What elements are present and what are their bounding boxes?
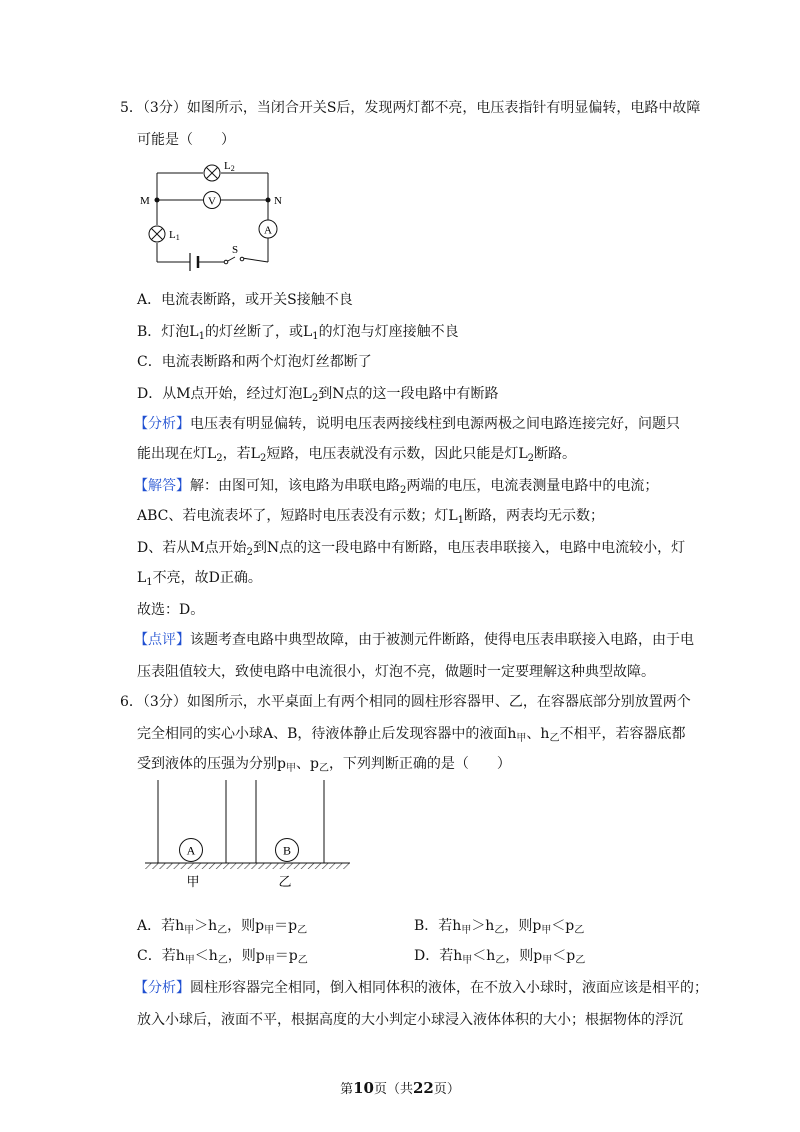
q5-circuit-diagram xyxy=(138,150,288,279)
q5-stem-line2: 可能是（ ） xyxy=(137,132,235,148)
q6-option-d: D．若$h_甲<h_乙$，则$p_甲<p_乙$ xyxy=(414,948,586,966)
q6-stem-line1: 6．（3分）如图所示，水平桌面上有两个相同的圆柱形容器甲、乙，在容器底部分别放置两个 xyxy=(120,694,691,710)
q5-answer-line1: 【解答】解：由图可知，该电路为串联电路$_2$两端的电压，电流表测量电路中的电流； xyxy=(134,478,659,496)
q5-choose: 故选：D。 xyxy=(137,602,205,618)
q5-comment-line1: 【点评】该题考查电路中典型故障，由于被测元件断路，使得电压表串联接入电路，由于电 xyxy=(134,632,694,648)
ball-a-label: A xyxy=(186,843,196,858)
label-s: S xyxy=(232,244,239,256)
lamp-l2-icon xyxy=(204,165,220,181)
q6-analysis-line2: 放入小球后，液面不平，根据高度的大小判定小球浸入液体体积的大小；根据物体的浮沉 xyxy=(137,1012,683,1028)
label-yi: 乙 xyxy=(278,874,292,889)
page-footer: 第10页（共22页） xyxy=(340,1079,460,1097)
q5-comment-line2: 压表阻值较大，致使电路中电流很小，灯泡不亮，做题时一定要理解这种典型故障。 xyxy=(137,664,655,680)
q6-stem-line2: 完全相同的实心小球A、B，待液体静止后发现容器中的液面$h_甲$、$h_乙$不相平，若容器底都 xyxy=(137,726,686,744)
q6-analysis-line1: 【分析】圆柱形容器完全相同，倒入相同体积的液体，在不放入小球时，液面应该是相平的； xyxy=(134,980,708,996)
lamp-l1-icon xyxy=(149,226,165,242)
answer-tag: 【解答】 xyxy=(134,478,190,494)
analysis-tag: 【分析】 xyxy=(134,980,190,996)
label-l1: L1 xyxy=(169,229,180,242)
ammeter-label: A xyxy=(264,224,272,237)
label-n: N xyxy=(274,195,282,207)
q6-option-b: B．若$h_甲>h_乙$，则$p_甲<p_乙$ xyxy=(414,918,585,936)
q5-answer-line3: D、若从M点开始$_2$到N点的这一段电路中有断路，电压表串联接入，电路中电流较小，灯 xyxy=(137,540,686,558)
q6-container-diagram xyxy=(140,775,360,894)
q6-option-c: C．若$h_甲<h_乙$，则$p_甲=p_乙$ xyxy=(137,948,308,966)
q5-option-d: D．从M点开始，经过灯泡$L_2$到N点的这一段电路中有断路 xyxy=(137,386,499,404)
q5-option-a: A．电流表断路，或开关S接触不良 xyxy=(137,292,353,308)
table-surface xyxy=(145,863,350,869)
label-l2: L2 xyxy=(224,160,235,173)
analysis-tag: 【分析】 xyxy=(134,416,190,432)
comment-tag: 【点评】 xyxy=(134,632,190,648)
label-m: M xyxy=(140,195,150,207)
junction-n-icon xyxy=(266,198,271,203)
q5-analysis-line1: 【分析】电压表有明显偏转，说明电压表两接线柱到电源两极之间电路连接完好，问题只 xyxy=(134,416,680,432)
q5-answer-line2: ABC、若电流表坏了，短路时电压表没有示数；灯$L_1$断路，两表均无示数； xyxy=(137,508,605,526)
q5-analysis-line2: 能出现在灯$L_2$，若$L_2$短路，电压表就没有示数，因此只能是灯$L_2$断路。 xyxy=(137,446,577,464)
q5-stem-line1: 5．（3分）如图所示，当闭合开关S后，发现两灯都不亮，电压表指针有明显偏转，电路中故障 xyxy=(120,100,701,116)
voltmeter-label: V xyxy=(208,195,216,208)
battery-icon xyxy=(190,253,198,271)
q5-answer-line4: $L_1$不亮，故D正确。 xyxy=(137,570,262,588)
label-jia: 甲 xyxy=(186,874,200,889)
switch-icon xyxy=(224,257,244,264)
q5-option-b: B．灯泡$L_1$的灯丝断了，或$L_1$的灯泡与灯座接触不良 xyxy=(137,324,459,342)
q6-option-a: A．若$h_甲>h_乙$，则$p_甲=p_乙$ xyxy=(137,918,308,936)
q6-stem-line3: 受到液体的压强为分别$p_甲$、$p_乙$，下列判断正确的是（ ） xyxy=(137,756,511,774)
junction-m-icon xyxy=(155,198,160,203)
ball-b-label: B xyxy=(282,843,292,858)
q5-option-c: C．电流表断路和两个灯泡灯丝都断了 xyxy=(137,354,372,370)
